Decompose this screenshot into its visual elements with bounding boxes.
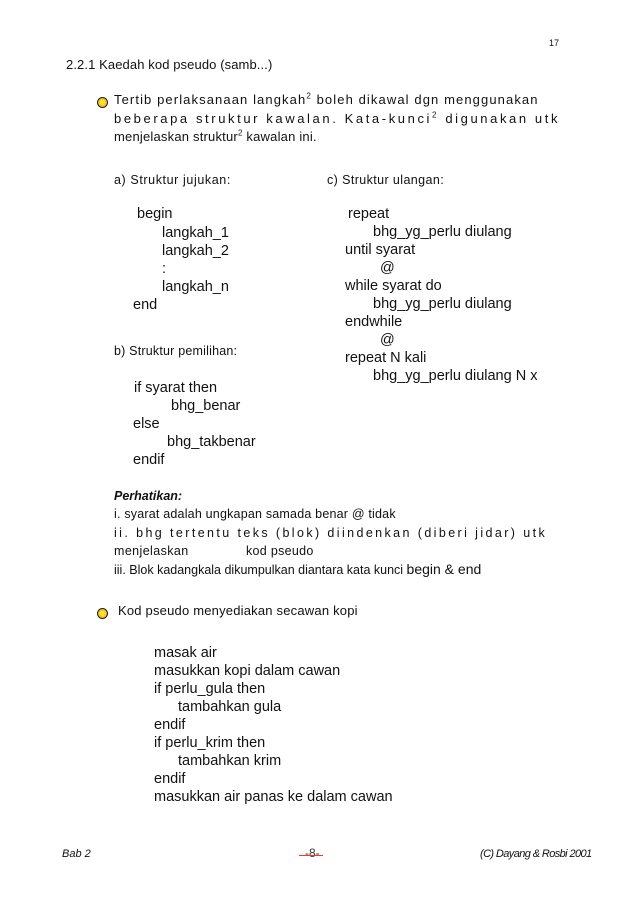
code-line: bhg_benar: [171, 398, 241, 414]
note-i: i. syarat adalah ungkapan samada benar @ tidak: [114, 507, 396, 521]
code-line: langkah_n: [162, 279, 229, 295]
bullet1-line3: [114, 128, 317, 146]
superscript: 2: [237, 128, 243, 138]
code-line: repeat N kali: [345, 350, 427, 366]
code-line: repeat: [348, 206, 390, 222]
superscript: 2: [306, 91, 312, 101]
code-line: langkah_2: [162, 243, 229, 259]
code-line: while syarat do: [345, 278, 442, 294]
note-iii-keywords: begin & end: [406, 561, 482, 577]
bullet1-line1-rest: boleh dikawal dgn menggunakan: [311, 92, 539, 107]
bullet-icon: [97, 97, 108, 108]
code-line: until syarat: [345, 242, 416, 258]
page-number-mark: [299, 855, 323, 856]
bullet-icon: [97, 608, 108, 619]
code-line: if perlu_krim then: [154, 735, 266, 751]
note-iii-text: iii. Blok kadangkala dikumpulkan diantara kata kunci: [114, 563, 407, 577]
code-line: masukkan air panas ke dalam cawan: [154, 789, 393, 805]
superscript: 2: [432, 110, 440, 120]
code-line: @: [380, 260, 395, 276]
bullet1-line1: [114, 91, 539, 109]
code-line: endif: [154, 771, 186, 787]
bullet1-line3-text: menjelaskan struktur: [114, 129, 238, 144]
footer-copyright: (C) Dayang & Rosbi 2001: [480, 848, 592, 860]
code-line: bhg_yg_perlu diulang: [373, 224, 512, 240]
code-line: tambahkan gula: [178, 699, 282, 715]
code-line: masak air: [154, 645, 217, 661]
section-title: 2.2.1 Kaedah kod pseudo (samb...): [66, 57, 273, 72]
code-line: :: [162, 261, 167, 277]
code-line: endif: [133, 452, 165, 468]
code-line: tambahkan krim: [178, 753, 282, 769]
code-line: masukkan kopi dalam cawan: [154, 663, 341, 679]
notes-title: Perhatikan:: [114, 489, 183, 503]
bullet1-line3-rest: kawalan ini.: [242, 129, 317, 144]
page-number: 17: [549, 38, 560, 48]
code-line: endwhile: [345, 314, 403, 330]
struct-a-heading: a) Struktur jujukan:: [114, 173, 231, 187]
code-line: if perlu_gula then: [154, 681, 266, 697]
code-line: langkah_1: [162, 225, 229, 241]
code-line: bhg_takbenar: [167, 434, 256, 450]
note-ii-a: ii. bhg tertentu teks (blok) diindenkan (diberi jidar) utk: [114, 526, 548, 540]
struct-b-heading: b) Struktur pemilihan:: [114, 344, 238, 358]
struct-c-heading: c) Struktur ulangan:: [327, 173, 445, 187]
code-line: begin: [137, 206, 173, 222]
footer-chapter: Bab 2: [62, 848, 91, 860]
bullet1-line1-text: Tertib perlaksanaan langkah: [114, 92, 307, 107]
code-line: if syarat then: [134, 380, 218, 396]
bullet1-line2-rest: digunakan utk: [439, 111, 561, 126]
code-line: else: [133, 416, 160, 432]
footer-page-number: -8-: [305, 846, 320, 860]
note-iii: [114, 561, 481, 577]
bullet1-line2: [114, 110, 560, 128]
code-line: bhg_yg_perlu diulang N x: [373, 368, 538, 384]
code-line: bhg_yg_perlu diulang: [373, 296, 512, 312]
bullet2-text: Kod pseudo menyediakan secawan kopi: [118, 603, 358, 618]
code-line: end: [133, 297, 158, 313]
code-line: endif: [154, 717, 186, 733]
code-line: @: [380, 332, 395, 348]
bullet1-line2-text: beberapa struktur kawalan. Kata-kunci: [114, 111, 433, 126]
note-ii-c: kod pseudo: [246, 544, 314, 558]
note-ii-b: menjelaskan: [114, 544, 189, 558]
